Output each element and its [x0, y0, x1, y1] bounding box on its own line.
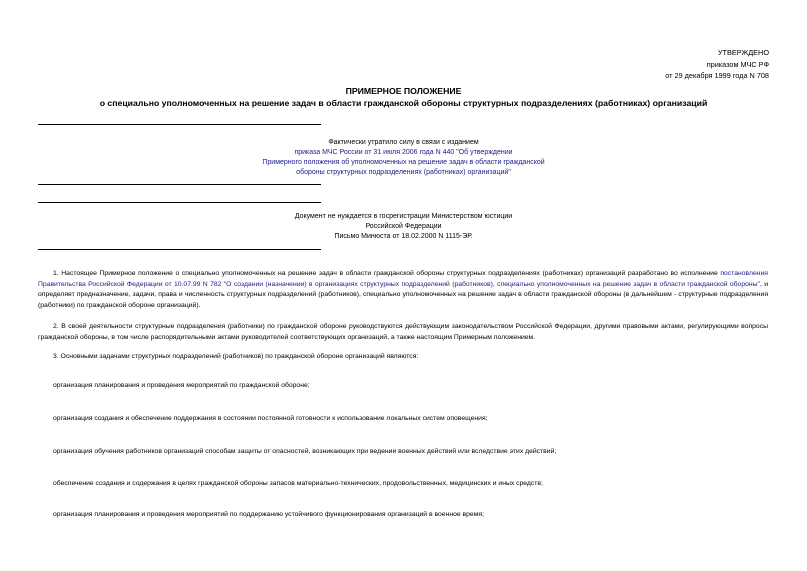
- paragraph-1-start: 1. Настоящее Примерное положение о специально уполномоченных на решение задач в области гражданской обороны структурных подразделениях (работниках) организаций разработано во исполнение: [53, 270, 721, 277]
- paragraph-1-end: , и определяет предназначение, задачи, права и численность структурных подразделений (работников), специально уполномоченных на решение задач в области гражданской обороны (в дальнейшем - структурные подразделения (работники) по гражданской обороне организаций).: [38, 280, 768, 309]
- divider: [38, 184, 321, 185]
- list-item: организация планирования и проведения мероприятий по поддержанию устойчивого функционирования организаций в военное время;: [53, 511, 484, 518]
- invalid-note: [0, 138, 807, 178]
- title-main: ПРИМЕРНОЕ ПОЛОЖЕНИЕ: [345, 86, 462, 96]
- registration-line3: Письмо Минюста от 18.02.2000 N 1115-ЭР.: [334, 233, 473, 240]
- list-item: организация обучения работников организаций способам защиты от опасностей, возникающих при ведении военных действий или вследствие этих действий;: [53, 448, 557, 455]
- paragraph-3: 3. Основными задачами структурных подразделений (работников) по гражданской обороне организаций являются:: [53, 353, 419, 360]
- divider: [38, 124, 321, 125]
- paragraph-2: 2. В своей деятельности структурные подразделения (работники) по гражданской обороне руководствуются действующим законодательством Российской Федерации, другими правовыми актами, регулирующими вопросы гражданской обороны, в том числе распорядительными актами руководителей соответствующих организаций, а также настоящим Примерным положением.: [38, 323, 768, 341]
- approval-order: приказом МЧС РФ: [706, 59, 769, 69]
- list-item: организация создания и обеспечение поддержания в состоянии постоянной готовности к использование локальных систем оповещения;: [53, 415, 488, 422]
- registration-line2: Российской Федерации: [365, 223, 442, 230]
- invalid-note-line1: Фактически утратило силу в связи с изданием: [328, 139, 479, 146]
- divider: [38, 202, 321, 203]
- approval-date: от 29 декабря 1999 года N 708: [665, 71, 769, 80]
- divider: [38, 249, 321, 250]
- invalid-note-link[interactable]: приказа МЧС России от 31 июля 2006 года N 440 "Об утверждении Примерного положения об уполномоченных на решение задач в области гражданской обороны структурных подразделениях (работниках) организаций": [262, 149, 545, 176]
- document-title: [0, 86, 807, 109]
- registration-note: [0, 212, 807, 242]
- title-sub: о специально уполномоченных на решение задач в области гражданской обороны структурных подразделениях (работниках) организаций: [99, 97, 708, 108]
- paragraph-1: [38, 269, 768, 311]
- registration-line1: Документ не нуждается в госрегистрации Министерством юстиции: [294, 213, 513, 220]
- approval-label: УТВЕРЖДЕНО: [717, 48, 769, 57]
- approval-stamp: [665, 47, 769, 82]
- decree-link[interactable]: постановления Правительства Российской Федерации от 10.07.99 N 782 "О создании (назначении) в организациях структурных подразделений (работников), специально уполномоченных на решение задач в области гражданской обороны": [38, 270, 768, 288]
- list-item: обеспечение создания и содержания в целях гражданской обороны запасов материально-технических, продовольственных, медицинских и иных средств;: [53, 480, 543, 487]
- list-item: организация планирования и проведения мероприятий по гражданской обороне;: [53, 382, 310, 389]
